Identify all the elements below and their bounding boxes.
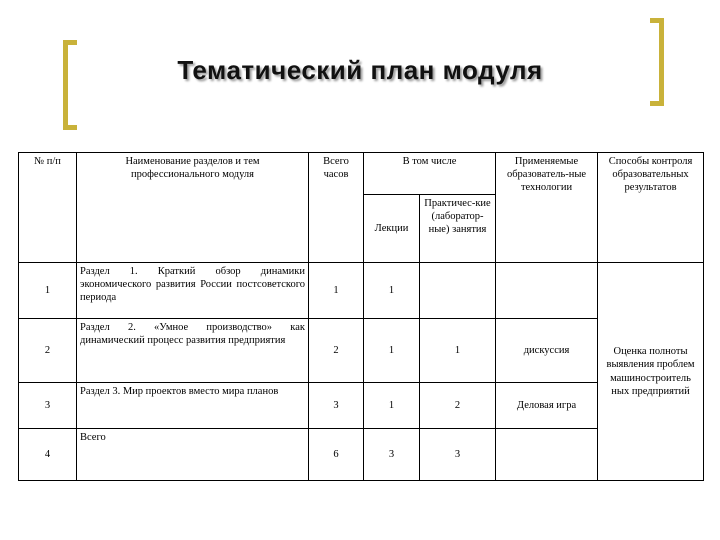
row-lectures: 1: [364, 383, 420, 429]
row-practical: 1: [420, 319, 496, 383]
row-total: 1: [309, 263, 364, 319]
header-name: Наименование разделов и тем профессионального модуля: [77, 153, 309, 263]
header-control: Способы контроля образовательных результатов: [598, 153, 704, 263]
header-including: В том числе: [364, 153, 496, 195]
header-technologies: Применяемые образователь-ные технологии: [496, 153, 598, 263]
row-num: 4: [19, 429, 77, 481]
control-methods-cell: Оценка полноты выявления проблем машиностроитель ных предприятий: [598, 263, 704, 481]
row-tech: [496, 429, 598, 481]
row-num: 1: [19, 263, 77, 319]
header-lectures: Лекции: [364, 195, 420, 263]
row-name: Раздел 1. Краткий обзор динамики экономического развития России постсоветского периода: [77, 263, 309, 319]
row-tech: [496, 263, 598, 319]
row-practical: 2: [420, 383, 496, 429]
row-name: Раздел 2. «Умное производство» как динамический процесс развития предприятия: [77, 319, 309, 383]
row-lectures: 1: [364, 319, 420, 383]
row-practical: 3: [420, 429, 496, 481]
row-total: 3: [309, 383, 364, 429]
row-name: Всего: [77, 429, 309, 481]
row-practical: [420, 263, 496, 319]
row-num: 2: [19, 319, 77, 383]
row-tech: Деловая игра: [496, 383, 598, 429]
table-row: [19, 263, 704, 319]
header-practical: Практичес-кие (лаборатор-ные) занятия: [420, 195, 496, 263]
row-lectures: 1: [364, 263, 420, 319]
row-num: 3: [19, 383, 77, 429]
row-name: Раздел 3. Мир проектов вместо мира планов: [77, 383, 309, 429]
row-tech: дискуссия: [496, 319, 598, 383]
row-total: 6: [309, 429, 364, 481]
slide-title: Тематический план модуля: [177, 55, 543, 85]
thematic-plan-table: [18, 152, 704, 481]
row-total: 2: [309, 319, 364, 383]
header-total: Всего часов: [309, 153, 364, 263]
header-num: № п/п: [19, 153, 77, 263]
row-lectures: 3: [364, 429, 420, 481]
